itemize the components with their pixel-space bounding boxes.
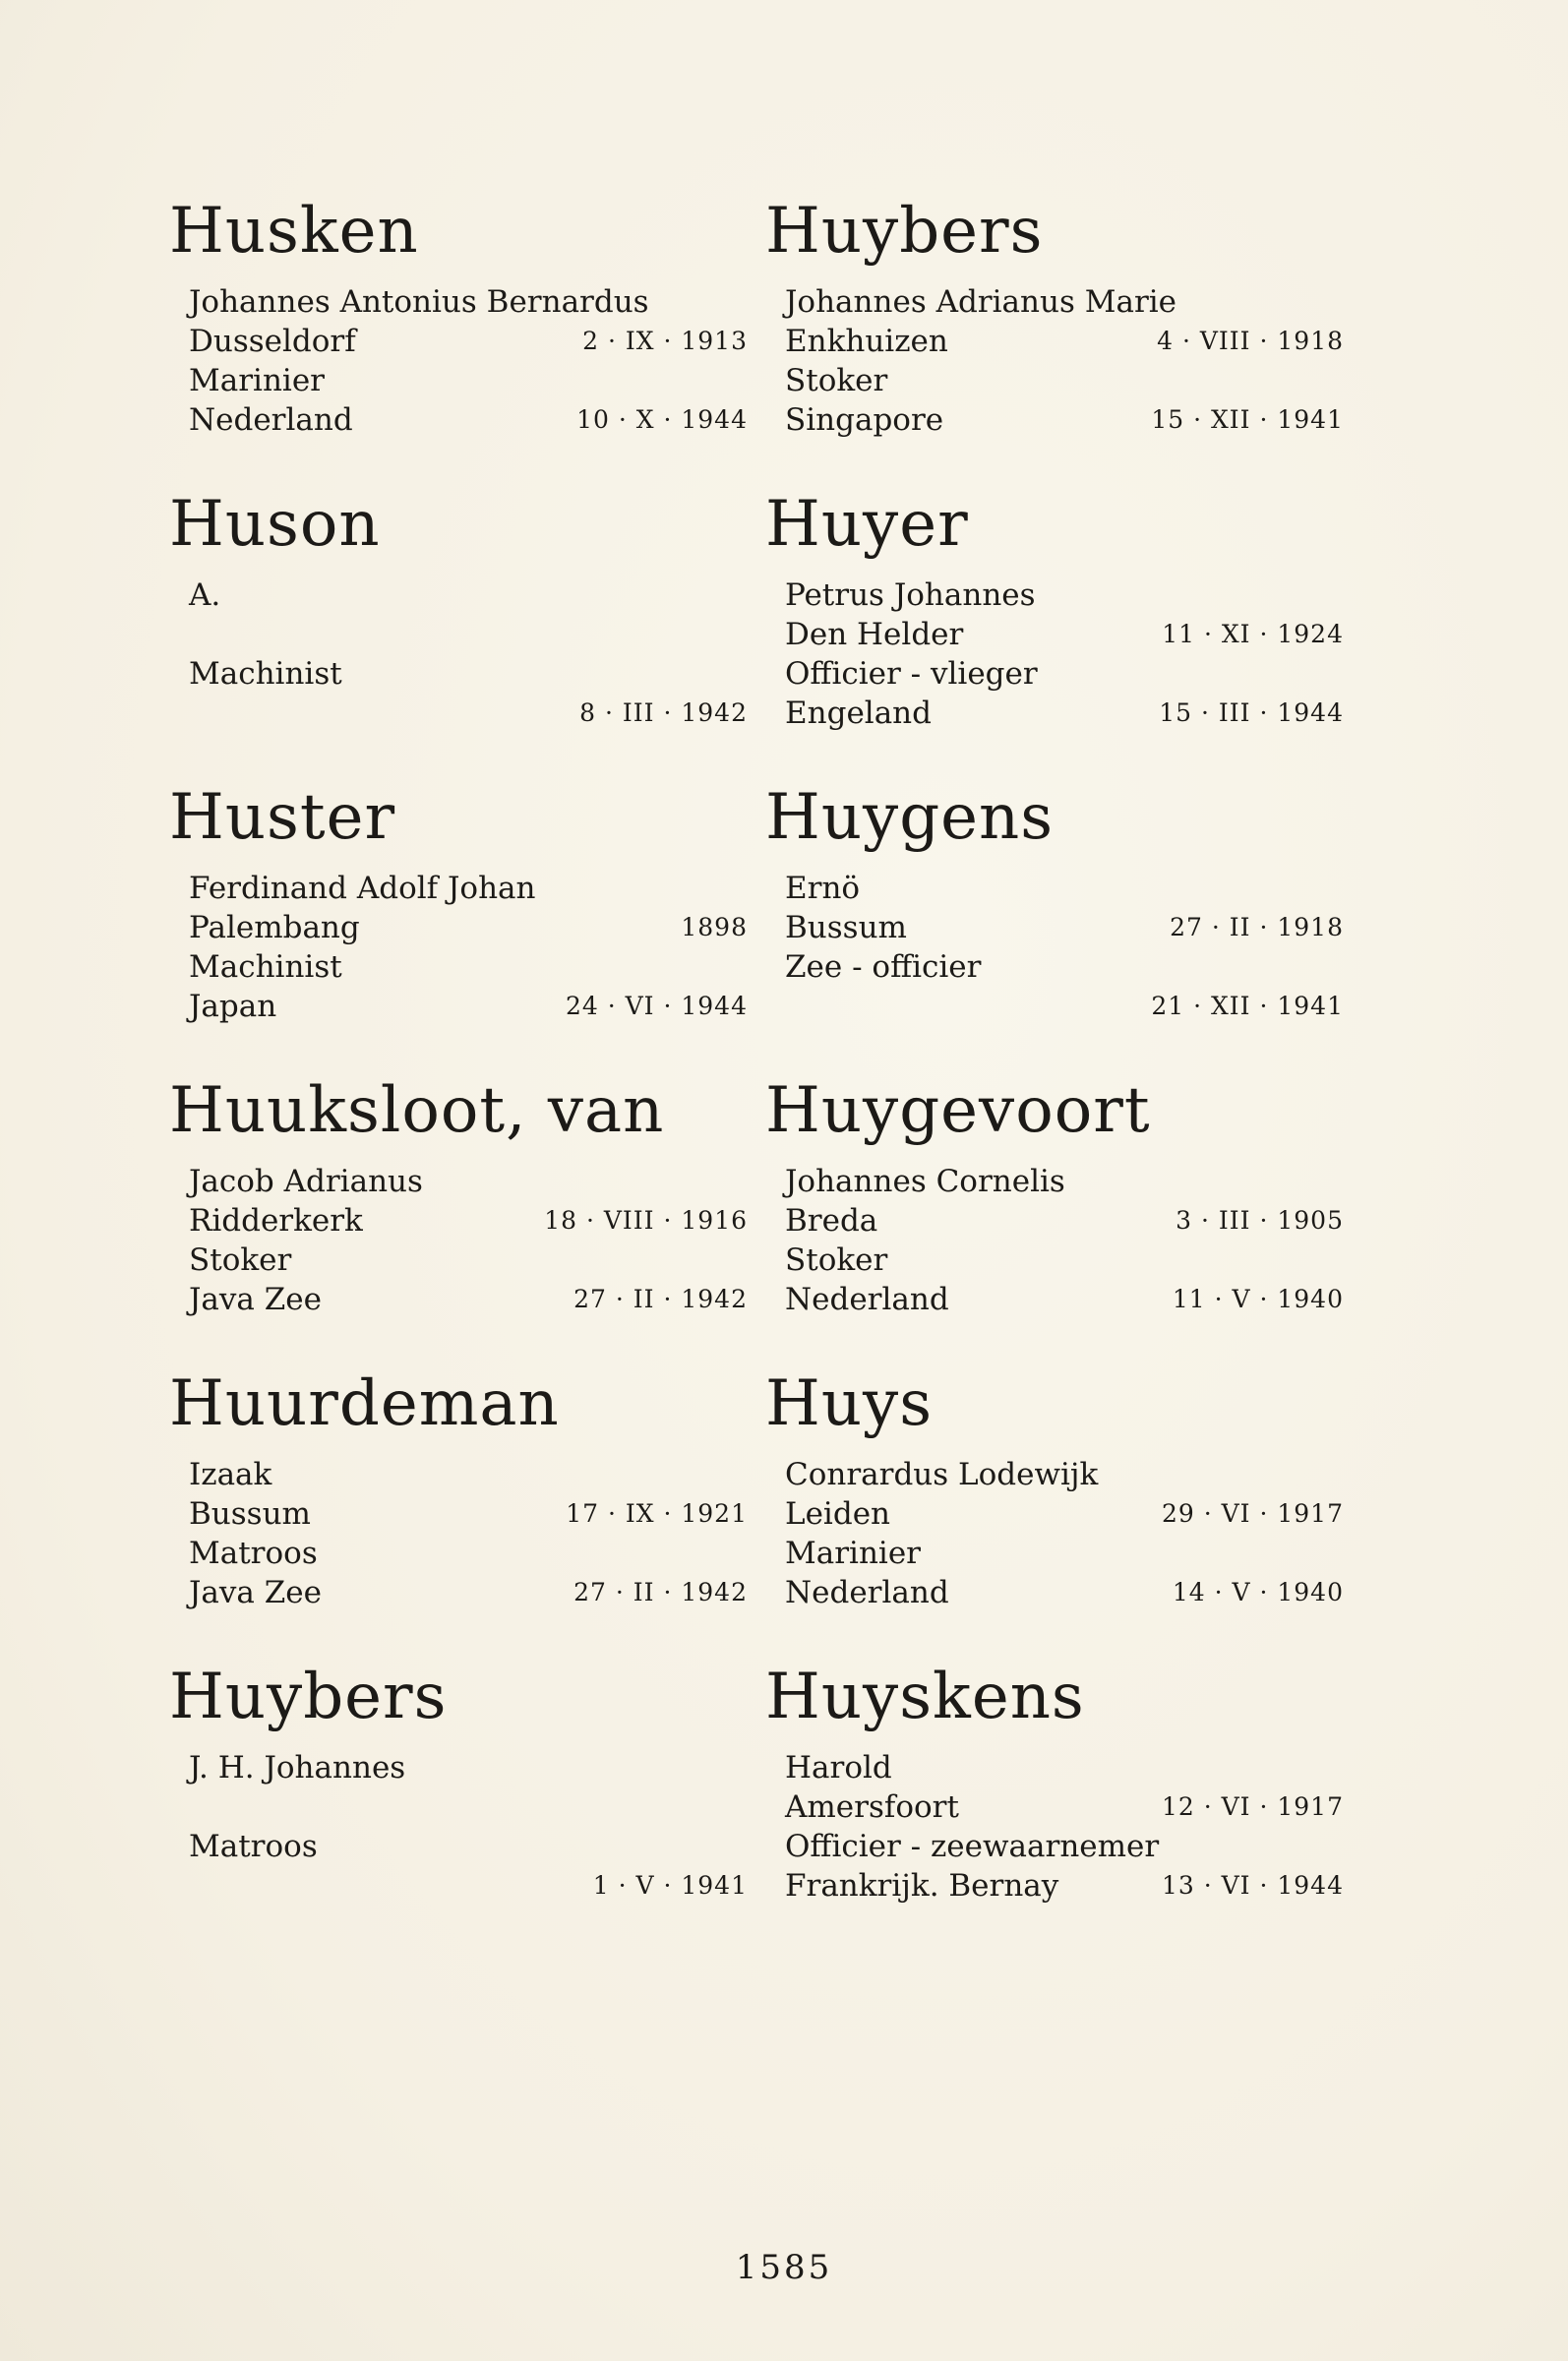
entry-text: Japan (189, 989, 277, 1024)
entry-date: 17 · IX · 1921 (566, 1499, 748, 1528)
entry-line (169, 654, 740, 694)
entry-line (765, 694, 1344, 733)
entry-text: Ridderkerk (189, 1203, 363, 1239)
entry-text: Bussum (785, 910, 907, 945)
entry-date: 10 · X · 1944 (576, 405, 748, 434)
entry-line (169, 322, 748, 361)
entry-date: 21 · XII · 1941 (1151, 992, 1344, 1020)
name-entry (765, 1658, 1344, 1951)
surname-heading: Huygevoort (765, 1074, 1151, 1147)
entry-text: Amersfoort (785, 1789, 959, 1825)
entry-date: 1898 (681, 913, 748, 941)
surname-heading: Huyskens (765, 1661, 1085, 1733)
entry-line (765, 615, 1344, 654)
entry-line (169, 1201, 748, 1241)
entry-date: 11 · XI · 1924 (1162, 620, 1344, 648)
entry-text: Nederland (785, 1282, 949, 1317)
entry-line (765, 1201, 1344, 1241)
entry-line (169, 947, 740, 987)
entry-text: Palembang (189, 910, 360, 945)
entry-line (765, 1241, 1336, 1280)
entry-text: Jacob Adrianus (189, 1164, 423, 1199)
entry-text: Enkhuizen (785, 324, 948, 359)
entry-date: 12 · VI · 1917 (1161, 1792, 1344, 1821)
entry-date: 24 · VI · 1944 (565, 992, 748, 1020)
surname-heading: Huybers (169, 1661, 448, 1733)
entry-text: Stoker (189, 1242, 292, 1278)
entry-text: Ferdinand Adolf Johan (189, 871, 536, 906)
entry-line (765, 1787, 1344, 1827)
entry-line (169, 1241, 740, 1280)
entry-text: Bussum (189, 1496, 311, 1532)
entry-line (765, 1455, 1336, 1494)
entry-text: Officier - zeewaarnemer (785, 1829, 1160, 1864)
entry-line (169, 282, 740, 322)
surname-heading: Huyer (765, 488, 969, 561)
entry-text: Stoker (785, 363, 888, 398)
name-entry (169, 1364, 748, 1658)
entry-line (169, 1866, 748, 1906)
entry-line (169, 575, 740, 615)
entry-text: Dusseldorf (189, 324, 356, 359)
name-entry (169, 1071, 748, 1364)
entry-line (169, 1455, 740, 1494)
entry-line (169, 1748, 740, 1787)
entry-date: 15 · III · 1944 (1159, 698, 1344, 727)
entry-line (765, 1494, 1344, 1534)
entry-text: Johannes Adrianus Marie (785, 284, 1177, 320)
entry-date: 1 · V · 1941 (592, 1871, 748, 1900)
entry-line (765, 908, 1344, 947)
entry-line (765, 400, 1344, 440)
name-entry (765, 485, 1344, 778)
page-number: 1585 (735, 2248, 833, 2287)
entry-line (169, 908, 748, 947)
name-entry (169, 1658, 748, 1951)
entry-date: 2 · IX · 1913 (582, 327, 748, 355)
entry-date: 8 · III · 1942 (579, 698, 748, 727)
entry-text: Singapore (785, 402, 944, 438)
entry-date: 11 · V · 1940 (1172, 1285, 1344, 1313)
surname-heading: Huybers (765, 195, 1044, 268)
entry-text: Johannes Antonius Bernardus (189, 284, 649, 320)
surname-heading: Huys (765, 1367, 934, 1440)
entry-text: Nederland (785, 1575, 949, 1610)
entry-line (169, 1162, 740, 1201)
name-entry (765, 192, 1344, 485)
entry-date: 13 · VI · 1944 (1161, 1871, 1344, 1900)
entry-text: Matroos (189, 1536, 318, 1571)
entry-line (765, 322, 1344, 361)
entry-line (169, 1494, 748, 1534)
entry-date: 18 · VIII · 1916 (544, 1206, 748, 1235)
entry-text: Ernö (785, 871, 861, 906)
entry-text: Conrardus Lodewijk (785, 1457, 1099, 1492)
left-column (169, 192, 748, 1951)
entry-text: Leiden (785, 1496, 891, 1532)
entry-line (169, 361, 740, 400)
entry-line (765, 1534, 1336, 1573)
entry-text: Machinist (189, 656, 342, 692)
entry-text: J. H. Johannes (189, 1750, 406, 1786)
name-entry (765, 778, 1344, 1071)
entry-text: Izaak (189, 1457, 272, 1492)
entry-text: Zee - officier (785, 949, 982, 985)
entry-text: Den Helder (785, 617, 964, 652)
entry-date: 14 · V · 1940 (1172, 1578, 1344, 1606)
entry-line (169, 1787, 740, 1827)
entry-line (765, 987, 1344, 1026)
entry-text: Machinist (189, 949, 342, 985)
entry-line (765, 361, 1336, 400)
entry-line (169, 694, 748, 733)
entry-date: 27 · II · 1918 (1170, 913, 1344, 941)
entry-line (765, 1866, 1344, 1906)
entry-text: Breda (785, 1203, 878, 1239)
entry-line (765, 1748, 1336, 1787)
surname-heading: Huson (169, 488, 381, 561)
entry-line (169, 987, 748, 1026)
entry-line (169, 1827, 740, 1866)
entry-line (765, 575, 1336, 615)
entry-text: Petrus Johannes (785, 577, 1036, 613)
entry-line (765, 1827, 1336, 1866)
entry-line (765, 947, 1336, 987)
entry-date: 3 · III · 1905 (1176, 1206, 1344, 1235)
right-column (765, 192, 1344, 1951)
entry-text: A. (189, 577, 221, 613)
entry-date: 4 · VIII · 1918 (1157, 327, 1344, 355)
entry-line (765, 1162, 1336, 1201)
entry-text: Nederland (189, 402, 353, 438)
name-entry (765, 1364, 1344, 1658)
surname-heading: Husken (169, 195, 419, 268)
entry-line (169, 869, 740, 908)
entry-text: Marinier (785, 1536, 922, 1571)
entry-text: Harold (785, 1750, 892, 1786)
entry-line (765, 1573, 1344, 1612)
entry-line (169, 1534, 740, 1573)
entry-text: Officier - vlieger (785, 656, 1038, 692)
entry-date: 27 · II · 1942 (573, 1578, 748, 1606)
name-entry (169, 485, 748, 778)
entry-text: Marinier (189, 363, 326, 398)
entry-line (765, 1280, 1344, 1319)
name-entry (169, 778, 748, 1071)
entry-date: 15 · XII · 1941 (1151, 405, 1344, 434)
entry-text: Stoker (785, 1242, 888, 1278)
entry-line (169, 1280, 748, 1319)
surname-heading: Huurdeman (169, 1367, 560, 1440)
entry-text: Johannes Cornelis (785, 1164, 1065, 1199)
entry-text: Engeland (785, 696, 932, 731)
entry-date: 29 · VI · 1917 (1161, 1499, 1344, 1528)
entry-text: Frankrijk. Bernay (785, 1868, 1059, 1904)
entry-line (169, 1573, 748, 1612)
entry-line (765, 869, 1336, 908)
entry-line (169, 400, 748, 440)
entry-text: Matroos (189, 1829, 318, 1864)
entry-date: 27 · II · 1942 (573, 1285, 748, 1313)
entry-line (765, 654, 1336, 694)
entry-line (765, 282, 1336, 322)
surname-heading: Huuksloot, van (169, 1074, 665, 1147)
entry-text: Java Zee (189, 1575, 322, 1610)
name-entry (169, 192, 748, 485)
surname-heading: Huster (169, 781, 396, 854)
name-entry (765, 1071, 1344, 1364)
surname-heading: Huygens (765, 781, 1055, 854)
entry-line (169, 615, 740, 654)
entry-text: Java Zee (189, 1282, 322, 1317)
